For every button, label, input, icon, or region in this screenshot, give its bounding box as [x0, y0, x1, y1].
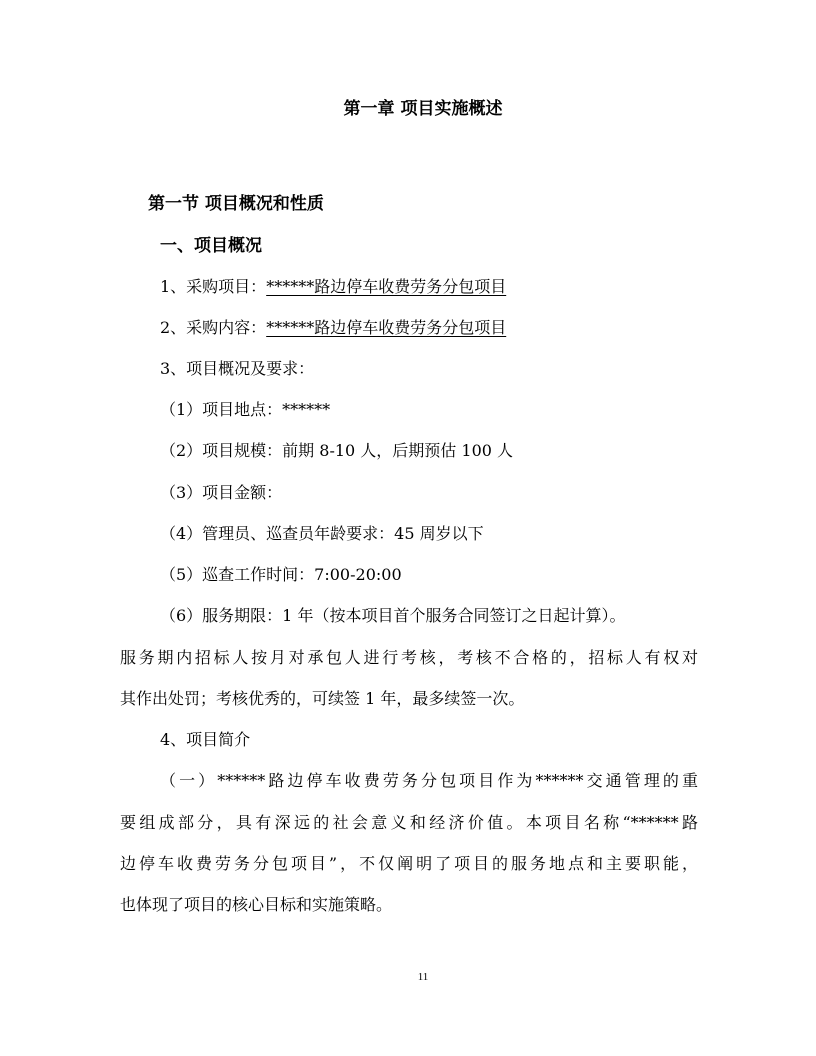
intro-paragraph-line2: 要组成部分，具有深远的社会意义和经济价值。本项目名称“******路 [120, 813, 698, 832]
item-procurement-content [160, 318, 506, 338]
chapter-title: 第一章 项目实施概述 [343, 99, 503, 119]
intro-paragraph-line3: 边停车收费劳务分包项目”，不仅阐明了项目的服务地点和主要职能， [120, 854, 698, 873]
item-value-underlined: ******路边停车收费劳务分包项目 [266, 277, 507, 296]
req-age: （4）管理员、巡查员年龄要求：45 周岁以下 [160, 524, 484, 543]
subsection-title: 一、项目概况 [160, 236, 262, 256]
item-procurement-project [160, 277, 506, 297]
item-overview-requirements: 3、项目概况及要求： [160, 359, 315, 378]
req-service-period-line1: （6）服务期限：1 年（按本项目首个服务合同签订之日起计算）。 [160, 606, 626, 625]
intro-paragraph-line4: 也体现了项目的核心目标和实施策略。 [120, 895, 393, 914]
req-amount: （3）项目金额： [160, 483, 283, 502]
item-value-underlined: ******路边停车收费劳务分包项目 [266, 318, 507, 337]
req-location: （1）项目地点：****** [160, 400, 331, 419]
req-service-period-line3: 其作出处罚；考核优秀的，可续签 1 年，最多续签一次。 [120, 689, 525, 708]
page-number: 11 [417, 971, 429, 983]
section-title: 第一节 项目概况和性质 [148, 194, 324, 214]
req-service-period-line2: 服务期内招标人按月对承包人进行考核，考核不合格的，招标人有权对 [120, 648, 698, 667]
item-label: 1、采购项目： [160, 277, 267, 296]
req-scale: （2）项目规模：前期 8-10 人，后期预估 100 人 [160, 441, 514, 460]
item-project-intro: 4、项目简介 [160, 730, 251, 749]
item-label: 2、采购内容： [160, 318, 267, 337]
req-working-hours: （5）巡查工作时间：7:00-20:00 [160, 565, 402, 584]
intro-paragraph-line1: （一）******路边停车收费劳务分包项目作为******交通管理的重 [160, 771, 698, 790]
